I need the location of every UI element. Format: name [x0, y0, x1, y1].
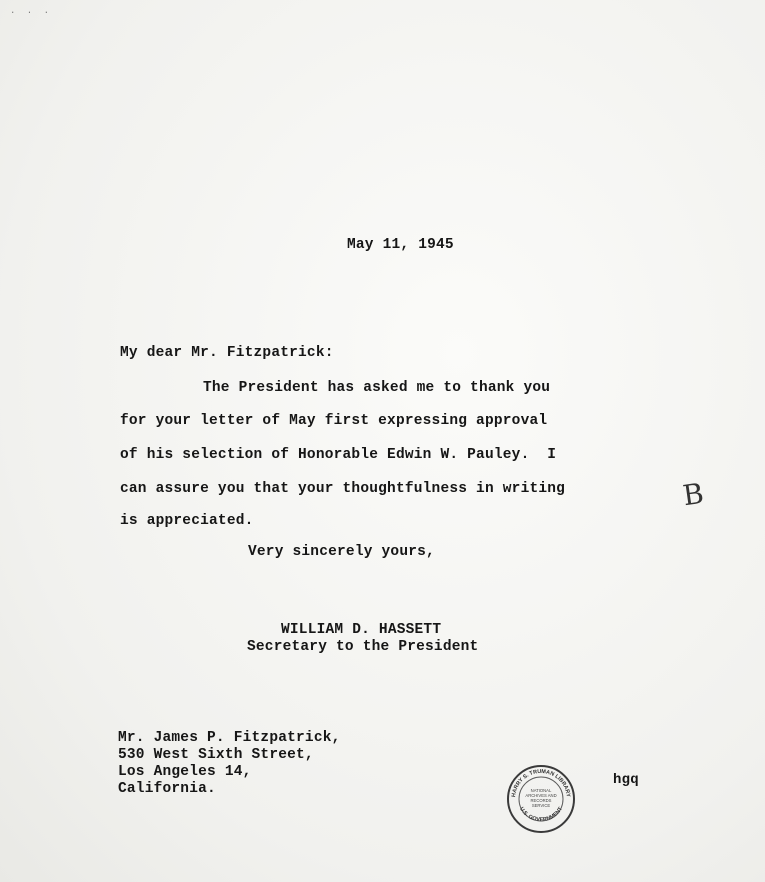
- address-line: Los Angeles 14,: [118, 764, 252, 780]
- stamp-bottom-text: U.S. GOVERNMENT: [518, 806, 564, 824]
- body-line: The President has asked me to thank you: [203, 380, 551, 396]
- address-line: Mr. James P. Fitzpatrick,: [118, 730, 341, 746]
- stamp-center-text: NATIONAL ARCHIVES AND RECORDS SERVICE: [525, 788, 557, 808]
- paper-specks: · · ·: [10, 8, 53, 18]
- body-line: of his selection of Honorable Edwin W. Pauley. I: [120, 447, 557, 463]
- body-line: is appreciated.: [120, 513, 254, 529]
- address-line: 530 West Sixth Street,: [118, 747, 314, 763]
- archive-stamp: [506, 764, 576, 834]
- body-line: can assure you that your thoughtfulness in writing: [120, 481, 566, 497]
- body-line: for your letter of May first expressing approval: [120, 413, 548, 429]
- signer-name: WILLIAM D. HASSETT: [281, 622, 442, 638]
- signer-title: Secretary to the President: [247, 639, 479, 655]
- salutation: My dear Mr. Fitzpatrick:: [120, 345, 334, 361]
- address-line: California.: [118, 781, 216, 797]
- closing: Very sincerely yours,: [248, 544, 435, 560]
- letter-date: May 11, 1945: [347, 237, 454, 253]
- stamp-top-text: HARRY S. TRUMAN LIBRARY: [511, 768, 571, 798]
- typist-initials: hgq: [613, 772, 639, 788]
- handwritten-mark: B: [680, 476, 706, 513]
